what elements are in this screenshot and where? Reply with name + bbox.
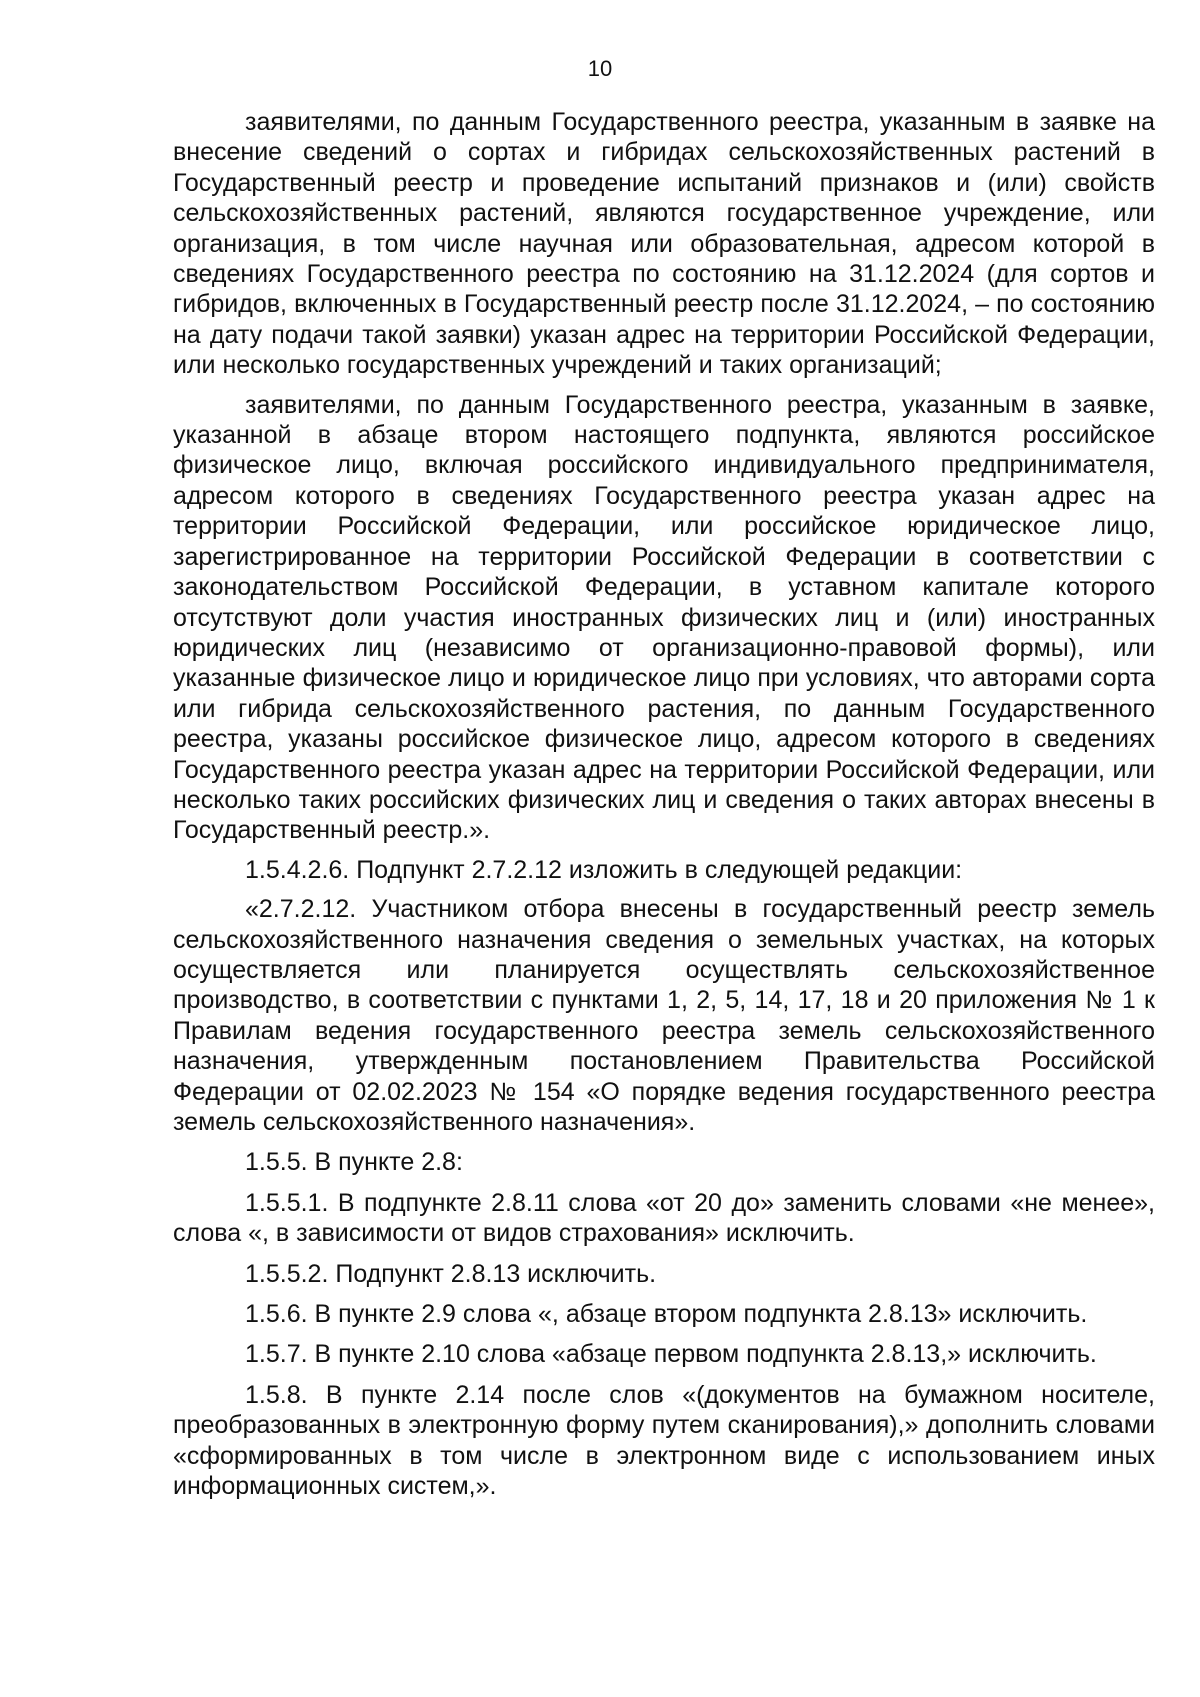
paragraph-applicants-state-institution: заявителями, по данным Государственного реестра, указанным в заявке на внесение сведений о сортах и гибридах сельскохозяйственных растений в Государственный реестр и проведение испытаний признаков и (или) свойств сельскохозяйственных растений, являются государственное учреждение, или организация, в том числе научная или образовательная, адресом которой в сведениях Государственного реестра по состоянию на 31.12.2024 (для сортов и гибридов, включенных в Государственный реестр после 31.12.2024, – по состоянию на дату подачи такой заявки) указан адрес на территории Российской Федерации, или несколько государственных учреждений и таких организаций; [173,108,1155,380]
document-body [173,107,1155,1501]
paragraph-1-5-5: 1.5.5. В пункте 2.8: [245,1148,463,1177]
paragraph-1-5-7: 1.5.7. В пункте 2.10 слова «абзаце первом подпункта 2.8.13,» исключить. [245,1340,1097,1369]
paragraph-applicants-russian-persons: заявителями, по данным Государственного реестра, указанным в заявке, указанной в абзаце втором настоящего подпункта, являются российское физическое лицо, включая российского индивидуального предпринимателя, адресом которого в сведениях Государственного реестра указан адрес на территории Российской Федерации, или российское юридическое лицо, зарегистрированное на территории Российской Федерации в соответствии с законодательством Российской Федерации, в уставном капитале которого отсутствуют доли участия иностранных физических лиц и (или) иностранных юридических лиц (независимо от организационно-правовой формы), или указанные физическое лицо и юридическое лицо при условиях, что авторами сорта или гибрида сельскохозяйственного растения, по данным Государственного реестра, указаны российское физическое лицо, адресом которого в сведениях Государственного реестра указан адрес на территории Российской Федерации, или несколько таких российских физических лиц и сведения о таких авторах внесены в Государственный реестр.». [173,390,1155,845]
paragraph-1-5-4-2-6: 1.5.4.2.6. Подпункт 2.7.2.12 изложить в следующей редакции: [245,855,963,884]
paragraph-1-5-6: 1.5.6. В пункте 2.9 слова «, абзаце втором подпункта 2.8.13» исключить. [245,1300,1088,1329]
paragraph-1-5-5-1: 1.5.5.1. В подпункте 2.8.11 слова «от 20 до» заменить словами «не менее», слова «, в зависимости от видов страхования» исключить. [173,1188,1155,1248]
paragraph-2-7-2-12: «2.7.2.12. Участником отбора внесены в государственный реестр земель сельскохозяйственного назначения сведения о земельных участках, на которых осуществляется или планируется осуществлять сельскохозяйственное производство, в соответствии с пунктами 1, 2, 5, 14, 17, 18 и 20 приложения № 1 к Правилам ведения государственного реестра земель сельскохозяйственного назначения, утвержденным постановлением Правительства Российской Федерации от 02.02.2023 № 154 «О порядке ведения государственного реестра земель сельскохозяйственного назначения». [173,895,1155,1136]
paragraph-1-5-8: 1.5.8. В пункте 2.14 после слов «(документов на бумажном носителе, преобразованных в электронную форму путем сканирования),» дополнить словами «сформированных в том числе в электронном виде с использованием иных информационных систем,». [173,1380,1155,1501]
paragraph-1-5-5-2: 1.5.5.2. Подпункт 2.8.13 исключить. [245,1259,657,1288]
page-number: 10 [587,56,613,81]
